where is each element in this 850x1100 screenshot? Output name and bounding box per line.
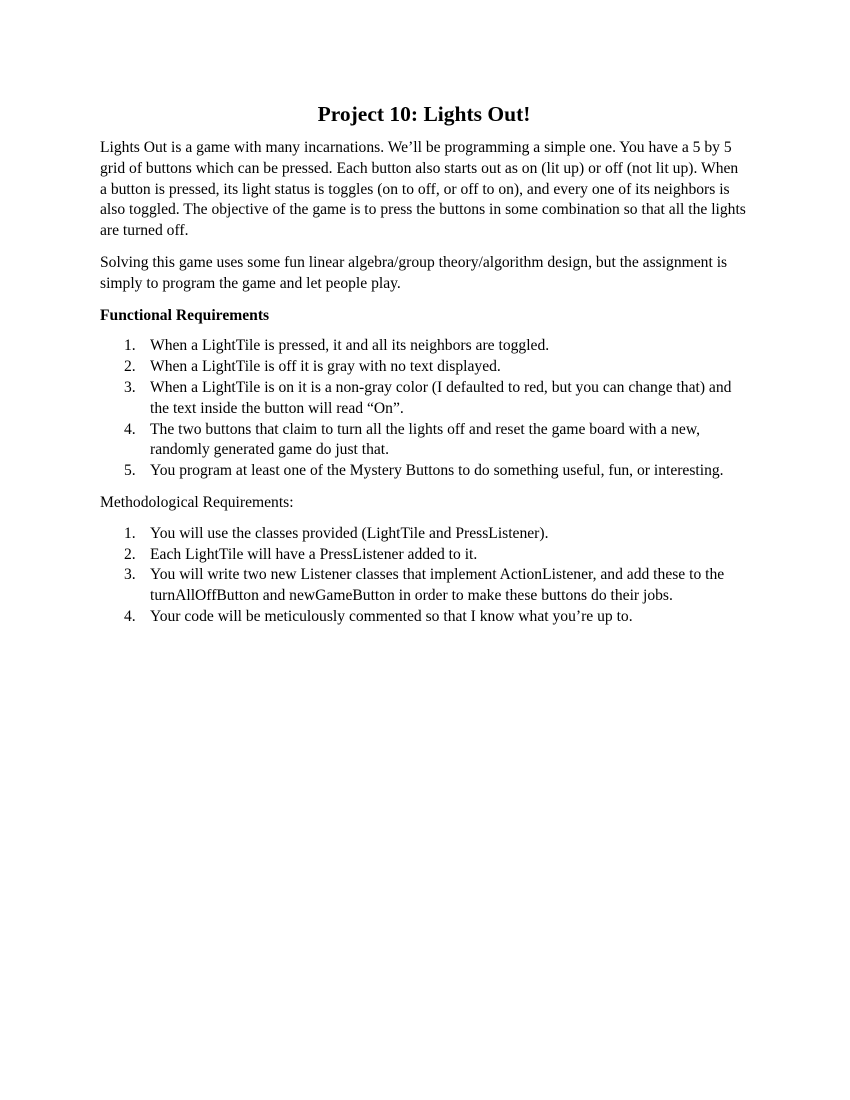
- list-item-text: When a LightTile is on it is a non-gray color (I defaulted to red, but you can change that) and the text inside the button will read “On”.: [150, 378, 732, 417]
- functional-requirements-heading: Functional Requirements: [100, 306, 270, 324]
- page-title: Project 10: Lights Out!: [317, 102, 531, 126]
- list-number: 4.: [124, 607, 136, 625]
- list-number: 3.: [124, 378, 136, 396]
- document-page: [100, 99, 748, 639]
- list-item: [100, 461, 748, 482]
- list-item: [100, 378, 748, 420]
- methodological-requirements-list: [100, 524, 748, 628]
- list-item: [100, 357, 748, 378]
- list-item-text: You program at least one of the Mystery Buttons to do something useful, fun, or interesting.: [150, 462, 724, 480]
- list-number: 5.: [124, 462, 136, 480]
- list-item: [100, 545, 748, 566]
- list-number: 1.: [124, 524, 136, 542]
- list-number: 2.: [124, 358, 136, 376]
- list-item-text: You will use the classes provided (LightTile and PressListener).: [150, 524, 549, 542]
- list-item: [100, 524, 748, 545]
- list-item-text: The two buttons that claim to turn all the lights off and reset the game board with a new, randomly generated game do just that.: [150, 420, 700, 459]
- list-item-text: When a LightTile is pressed, it and all its neighbors are toggled.: [150, 337, 550, 355]
- list-item-text: Your code will be meticulously commented so that I know what you’re up to.: [150, 607, 633, 625]
- list-number: 2.: [124, 545, 136, 563]
- list-item: [100, 565, 748, 607]
- list-number: 1.: [124, 337, 136, 355]
- functional-requirements-list: [100, 336, 748, 482]
- list-item-text: When a LightTile is off it is gray with no text displayed.: [150, 358, 501, 376]
- intro-paragraph: Lights Out is a game with many incarnations. We’ll be programming a simple one. You have a 5 by 5 grid of buttons which can be pressed. Each button also starts out as on (lit up) or off (not lit up). When a button is pressed, its light status is toggles (on to off, or off to on), and every one of its neighbors is also toggled. The objective of the game is to press the buttons in some combination so that all the lights are turned off.: [100, 139, 746, 240]
- list-item: [100, 420, 748, 462]
- list-item-text: You will write two new Listener classes that implement ActionListener, and add these to the turnAllOffButton and newGameButton in order to make these buttons do their jobs.: [150, 566, 725, 605]
- list-number: 3.: [124, 566, 136, 584]
- list-item: [100, 607, 748, 628]
- list-item-text: Each LightTile will have a PressListener added to it.: [150, 545, 478, 563]
- list-item: [100, 336, 748, 357]
- list-number: 4.: [124, 420, 136, 438]
- methodological-requirements-heading: Methodological Requirements:: [100, 493, 294, 511]
- solving-paragraph: Solving this game uses some fun linear algebra/group theory/algorithm design, but the assignment is simply to program the game and let people play.: [100, 253, 728, 292]
